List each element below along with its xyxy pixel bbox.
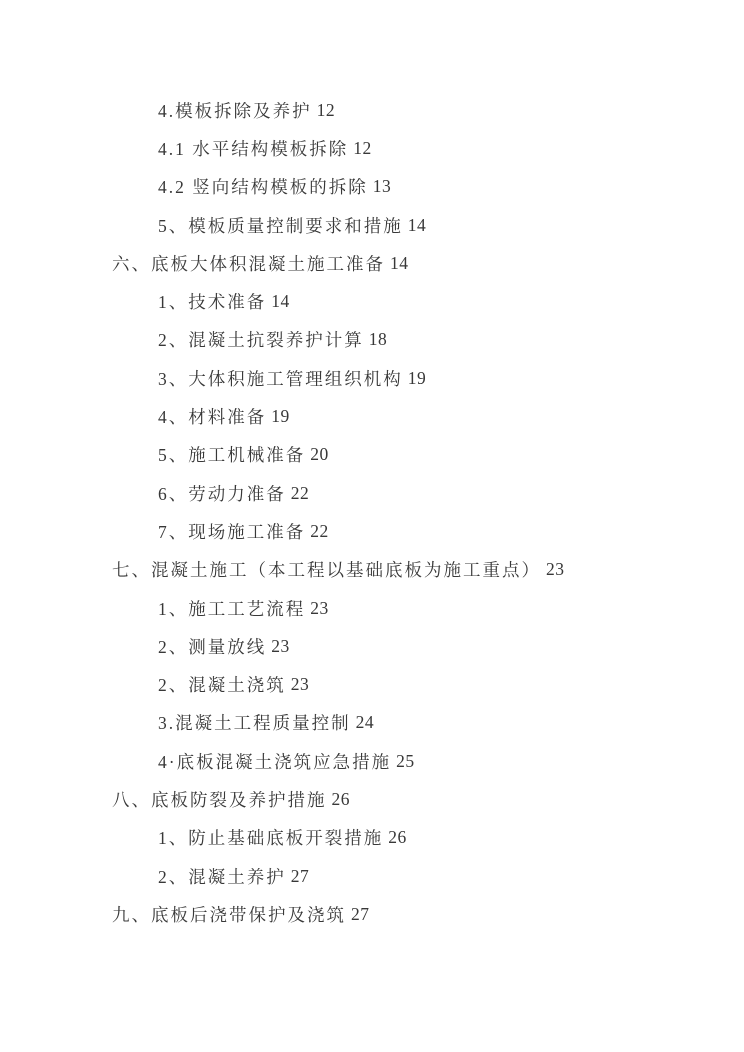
- toc-item-label: 4.1 水平结构模板拆除: [158, 138, 349, 159]
- toc-item: [0, 397, 744, 435]
- toc-item-page: 22: [290, 482, 310, 503]
- toc-item: [0, 895, 744, 933]
- toc-item-page: 24: [355, 712, 375, 733]
- toc-item-page: 14: [390, 252, 409, 273]
- toc-item-label: 2、测量放线: [158, 636, 267, 657]
- toc-item-page: 12: [353, 137, 372, 158]
- toc-item-page: 23: [271, 635, 290, 656]
- toc-item-label: 5、施工机械准备: [158, 445, 306, 466]
- toc-item: [0, 627, 744, 665]
- toc-item-label: 6、劳动力准备: [158, 483, 286, 504]
- toc-item-page: 20: [310, 444, 329, 465]
- toc-item: [0, 819, 744, 857]
- toc-item-label: 1、技术准备: [158, 292, 267, 313]
- toc-item-page: 23: [546, 559, 565, 580]
- toc-item-page: 14: [271, 291, 290, 312]
- toc-item: [0, 129, 744, 167]
- toc-item: [0, 474, 744, 512]
- toc-item: [0, 359, 744, 397]
- toc-item-page: 26: [331, 788, 350, 809]
- toc-item-label: 六、底板大体积混凝土施工准备: [112, 253, 385, 274]
- toc-item-label: 九、底板后浇带保护及浇筑: [112, 904, 346, 925]
- toc-item: [0, 742, 744, 780]
- toc-item-label: 3.混凝土工程质量控制: [158, 713, 351, 734]
- toc-item: [0, 704, 744, 742]
- toc-item-page: 18: [368, 329, 388, 350]
- toc-item-page: 12: [316, 99, 336, 120]
- toc-item-page: 22: [310, 520, 329, 541]
- toc-item-page: 19: [271, 406, 290, 427]
- toc-item-page: 13: [372, 176, 392, 197]
- toc-item-label: 2、混凝土浇筑: [158, 675, 286, 696]
- toc-item-label: 1、施工工艺流程: [158, 598, 306, 619]
- toc-item: [0, 91, 744, 129]
- toc-item: [0, 321, 744, 359]
- toc-item-page: 19: [407, 367, 427, 388]
- toc-item-label: 4.模板拆除及养护: [158, 100, 312, 121]
- toc-item: [0, 780, 744, 818]
- toc-item-label: 七、混凝土施工（本工程以基础底板为施工重点）: [112, 560, 541, 581]
- toc-item: [0, 244, 744, 282]
- toc-item: [0, 551, 744, 589]
- toc-item: [0, 282, 744, 320]
- toc-item-page: 23: [290, 674, 310, 695]
- toc-item-label: 2、混凝土养护: [158, 866, 286, 887]
- toc-item-label: 7、现场施工准备: [158, 521, 306, 542]
- toc-item-page: 23: [310, 597, 329, 618]
- toc-item-label: 3、大体积施工管理组织机构: [158, 368, 403, 389]
- toc-item: [0, 857, 744, 895]
- toc-item: [0, 665, 744, 703]
- toc-item: [0, 436, 744, 474]
- toc-item-page: 27: [351, 903, 370, 924]
- toc-item: [0, 512, 744, 550]
- toc-item: [0, 589, 744, 627]
- toc-item-label: 八、底板防裂及养护措施: [112, 789, 327, 810]
- toc-item-label: 2、混凝土抗裂养护计算: [158, 330, 364, 351]
- toc-item-label: 4.2 竖向结构模板的拆除: [158, 177, 368, 198]
- toc-item: [0, 206, 744, 244]
- toc-item-label: 4、材料准备: [158, 407, 267, 428]
- toc-item-page: 27: [290, 865, 310, 886]
- toc-item-page: 26: [388, 827, 407, 848]
- toc-item-label: 1、防止基础底板开裂措施: [158, 828, 384, 849]
- toc-item: [0, 168, 744, 206]
- toc-item-page: 14: [407, 214, 427, 235]
- toc-item-label: 4·底板混凝土浇筑应急措施: [158, 751, 392, 772]
- toc-item-label: 5、模板质量控制要求和措施: [158, 215, 403, 236]
- toc-item-page: 25: [396, 750, 415, 771]
